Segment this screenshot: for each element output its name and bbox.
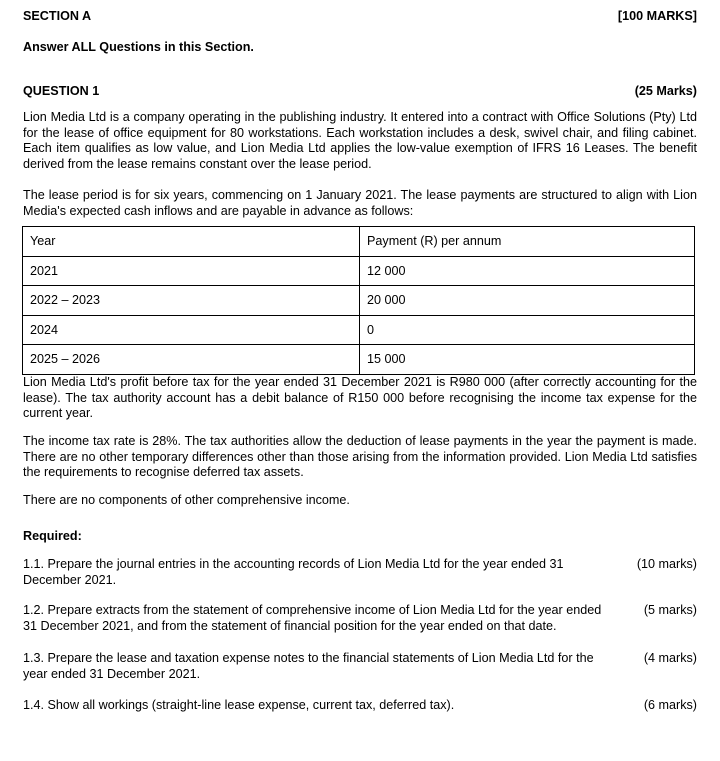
required-title: Required: (23, 529, 82, 543)
table-header-row (23, 227, 695, 257)
question-title: QUESTION 1 (23, 84, 100, 98)
required-item-text: 1.4. Show all workings (straight-line lease expense, current tax, deferred tax). (23, 698, 455, 712)
section-title: SECTION A (23, 9, 92, 23)
question-paragraph-2: The lease period is for six years, commencing on 1 January 2021. The lease payments are structured to align with Lion Media's expected cash inflows and are payable in advance as follows: (23, 188, 697, 218)
table-row (23, 315, 695, 345)
table-cell-year: 2021 (23, 256, 360, 286)
table-cell-year: 2022 – 2023 (23, 286, 360, 316)
required-item (23, 651, 697, 682)
question-marks: (25 Marks) (634, 84, 697, 98)
required-item-marks: (5 marks) (643, 603, 697, 617)
table-header-cell: Year (23, 227, 360, 257)
table-row (23, 345, 695, 375)
required-item (23, 698, 697, 714)
table-cell-payment: 12 000 (360, 256, 695, 286)
required-item-text: 1.1. Prepare the journal entries in the accounting records of Lion Media Ltd for the year ended 31 December 2021. (23, 557, 564, 587)
lease-payments-table (22, 226, 695, 375)
table-cell-year: 2025 – 2026 (23, 345, 360, 375)
question-paragraph-3: Lion Media Ltd's profit before tax for the year ended 31 December 2021 is R980 000 (after correctly accounting for the lease). The tax authority account has a debit balance of R150 000 before recognising the income tax expense for the current year. (23, 375, 697, 421)
question-header (23, 84, 697, 98)
section-instruction: Answer ALL Questions in this Section. (23, 40, 254, 54)
question-paragraph-4: The income tax rate is 28%. The tax authorities allow the deduction of lease payments in the year the payment is made. There are no other temporary differences other than those arising from the information provided. Lion Media Ltd satisfies the requirements to recognise deferred tax assets. (23, 434, 697, 480)
section-marks: [100 MARKS] (617, 9, 697, 23)
table-row (23, 256, 695, 286)
table-cell-year: 2024 (23, 315, 360, 345)
question-paragraph-5: There are no components of other comprehensive income. (23, 493, 350, 507)
table-row (23, 286, 695, 316)
table-header-cell: Payment (R) per annum (360, 227, 695, 257)
question-paragraph-1: Lion Media Ltd is a company operating in the publishing industry. It entered into a contract with Office Solutions (Pty) Ltd for the lease of office equipment for 80 workstations. Each workstation includes a desk, swivel chair, and filing cabinet. Each item qualifies as low value, and Lion Media Ltd applies the low-value exemption of IFRS 16 Leases. The benefit derived from the lease remains constant over the lease period. (23, 110, 697, 171)
required-item-marks: (10 marks) (636, 557, 697, 571)
required-item-marks: (6 marks) (643, 698, 697, 712)
table-cell-payment: 20 000 (360, 286, 695, 316)
table-cell-payment: 15 000 (360, 345, 695, 375)
required-item (23, 557, 697, 588)
required-item-text: 1.2. Prepare extracts from the statement of comprehensive income of Lion Media Ltd for the year ended 31 December 2021, and from the statement of financial position for the year ended on that date. (23, 603, 602, 633)
required-item-marks: (4 marks) (643, 651, 697, 665)
required-item (23, 603, 697, 634)
required-item-text: 1.3. Prepare the lease and taxation expense notes to the financial statements of Lion Media Ltd for the year ended 31 December 2021. (23, 651, 594, 681)
section-header (23, 9, 697, 23)
table-cell-payment: 0 (360, 315, 695, 345)
